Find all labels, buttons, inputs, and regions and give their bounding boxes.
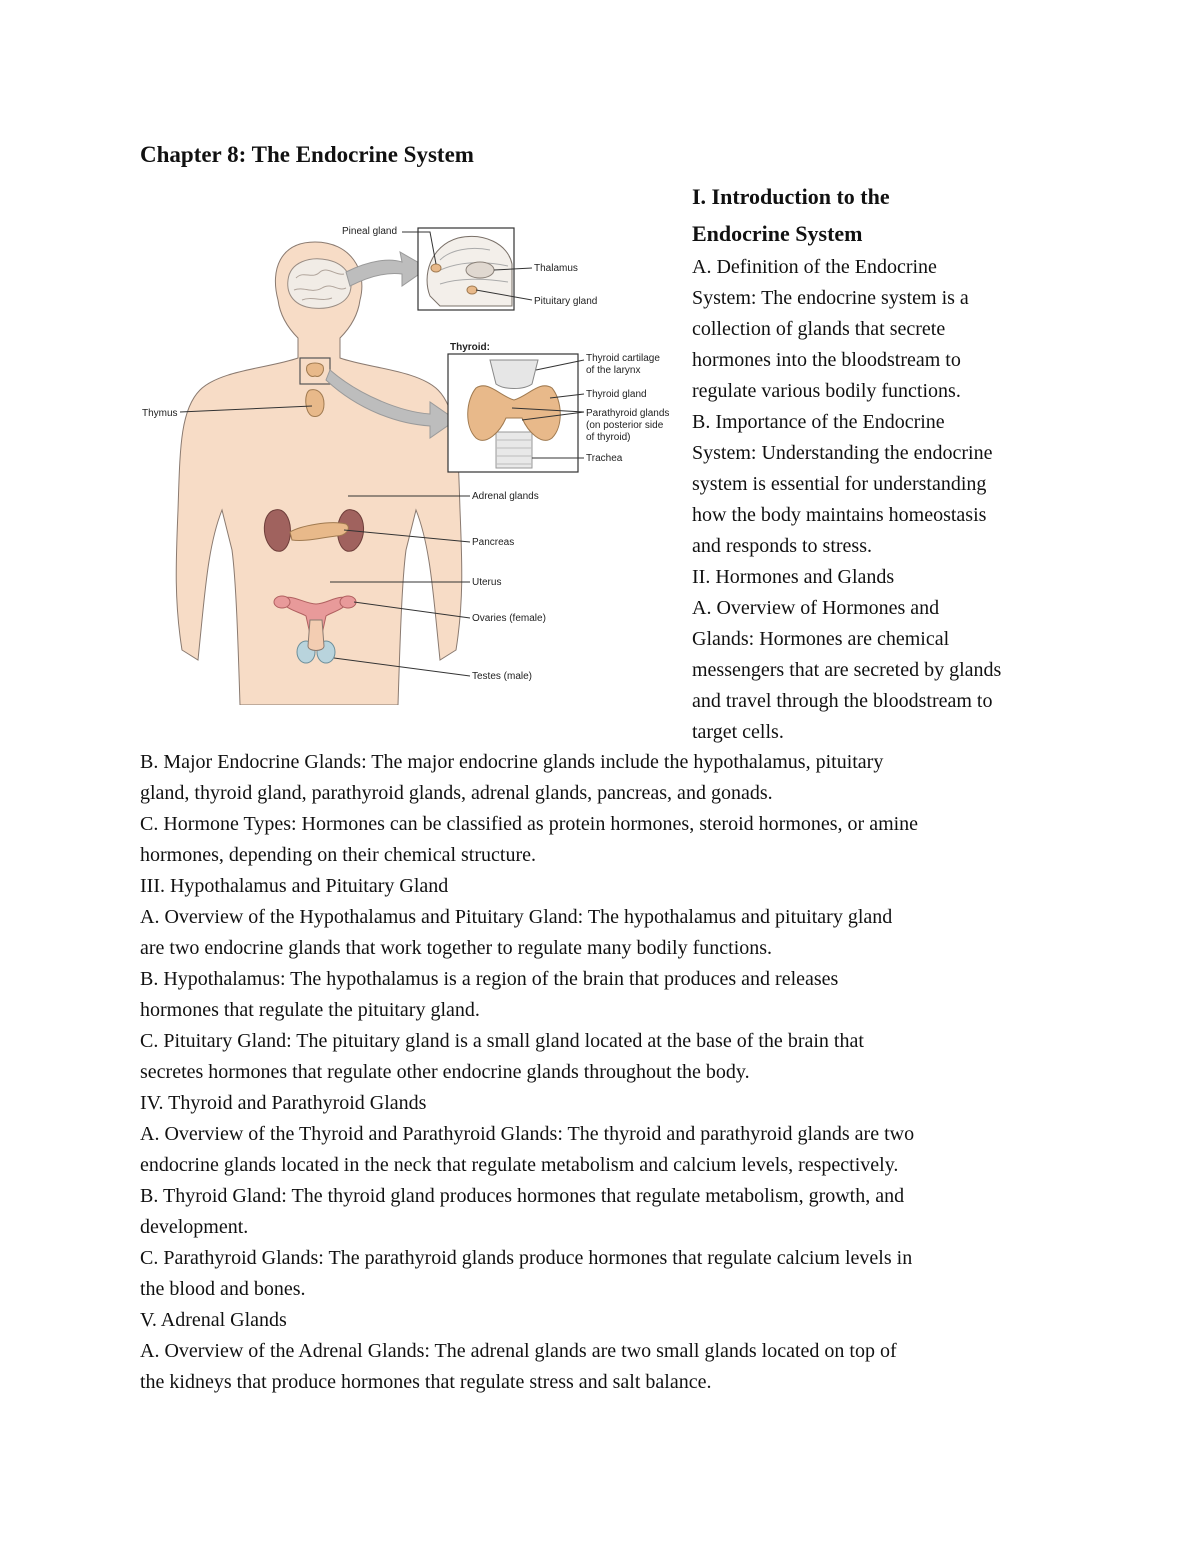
arrow-head-to-brain bbox=[346, 252, 428, 286]
thyroid-small bbox=[307, 363, 324, 376]
text-line: the kidneys that produce hormones that regulate stress and salt balance. bbox=[140, 1371, 712, 1393]
text-line: A. Overview of the Adrenal Glands: The adrenal glands are two small glands located on top of bbox=[140, 1340, 897, 1362]
penis bbox=[308, 620, 324, 651]
brain-inset bbox=[418, 228, 514, 310]
label-thalamus: Thalamus bbox=[534, 263, 578, 274]
label-adrenal-glands: Adrenal glands bbox=[472, 491, 539, 502]
text-line: gland, thyroid gland, parathyroid glands, adrenal glands, pancreas, and gonads. bbox=[140, 782, 773, 804]
text-line: B. Importance of the Endocrine bbox=[692, 411, 945, 433]
ovary-left bbox=[274, 596, 290, 608]
label-thyroid-heading: Thyroid: bbox=[450, 342, 490, 353]
text-line: II. Hormones and Glands bbox=[692, 566, 895, 588]
text-line: System: The endocrine system is a bbox=[692, 287, 969, 309]
text-line: hormones, depending on their chemical structure. bbox=[140, 844, 536, 866]
text-line: B. Thyroid Gland: The thyroid gland produces hormones that regulate metabolism, growth, and bbox=[140, 1185, 905, 1207]
text-line: hormones into the bloodstream to bbox=[692, 349, 961, 371]
label-uterus: Uterus bbox=[472, 577, 502, 588]
thymus-small bbox=[306, 390, 324, 417]
text-line: B. Major Endocrine Glands: The major endocrine glands include the hypothalamus, pituitary bbox=[140, 751, 884, 773]
right-column-lines bbox=[692, 252, 1072, 748]
body-text bbox=[140, 747, 1070, 1398]
text-line: C. Parathyroid Glands: The parathyroid glands produce hormones that regulate calcium levels in bbox=[140, 1247, 913, 1269]
text-line: hormones that regulate the pituitary gland. bbox=[140, 999, 480, 1021]
section-heading-line-1: I. Introduction to the bbox=[692, 184, 890, 209]
section-heading-line-2: Endocrine System bbox=[692, 221, 863, 246]
text-line: collection of glands that secrete bbox=[692, 318, 946, 340]
text-line: how the body maintains homeostasis bbox=[692, 504, 987, 526]
brain bbox=[288, 259, 351, 309]
text-line: III. Hypothalamus and Pituitary Gland bbox=[140, 875, 449, 897]
endocrine-diagram bbox=[140, 220, 685, 705]
text-line: A. Overview of the Thyroid and Parathyroid Glands: The thyroid and parathyroid glands are two bbox=[140, 1123, 915, 1145]
text-line: endocrine glands located in the neck that regulate metabolism and calcium levels, respectively. bbox=[140, 1154, 899, 1176]
label-thyroid-gland: Thyroid gland bbox=[586, 389, 647, 400]
text-line: development. bbox=[140, 1216, 249, 1238]
label-testes: Testes (male) bbox=[472, 671, 533, 682]
label-trachea: Trachea bbox=[586, 453, 623, 464]
label-pineal-gland: Pineal gland bbox=[342, 226, 398, 237]
text-line: C. Hormone Types: Hormones can be classified as protein hormones, steroid hormones, or amine bbox=[140, 813, 919, 835]
text-line: System: Understanding the endocrine bbox=[692, 442, 993, 464]
right-column-text bbox=[692, 178, 1072, 748]
label-pituitary-gland: Pituitary gland bbox=[534, 296, 598, 307]
label-ovaries: Ovaries (female) bbox=[472, 613, 546, 624]
text-line: the blood and bones. bbox=[140, 1278, 306, 1300]
text-line: and travel through the bloodstream to bbox=[692, 690, 993, 712]
text-line: are two endocrine glands that work together to regulate many bodily functions. bbox=[140, 937, 773, 959]
pineal-gland-dot bbox=[431, 264, 441, 272]
text-line: target cells. bbox=[692, 721, 784, 743]
text-line: system is essential for understanding bbox=[692, 473, 987, 495]
text-line: Glands: Hormones are chemical bbox=[692, 628, 950, 650]
page-title: Chapter 8: The Endocrine System bbox=[140, 142, 474, 167]
label-parathyroid-1: Parathyroid glands bbox=[586, 408, 670, 419]
thyroid-cartilage bbox=[490, 360, 538, 389]
label-thymus: Thymus bbox=[142, 408, 178, 419]
text-line: C. Pituitary Gland: The pituitary gland is a small gland located at the base of the brain that bbox=[140, 1030, 864, 1052]
pituitary-gland-dot bbox=[467, 286, 477, 294]
thyroid-inset bbox=[448, 354, 578, 472]
endocrine-figure bbox=[140, 220, 685, 705]
text-line: V. Adrenal Glands bbox=[140, 1309, 287, 1331]
text-line: IV. Thyroid and Parathyroid Glands bbox=[140, 1092, 427, 1114]
label-thyroid-cartilage-1: Thyroid cartilage bbox=[586, 353, 660, 364]
text-line: A. Definition of the Endocrine bbox=[692, 256, 937, 278]
text-line: secretes hormones that regulate other endocrine glands throughout the body. bbox=[140, 1061, 750, 1083]
label-parathyroid-2: (on posterior side bbox=[586, 420, 664, 431]
text-line: A. Overview of the Hypothalamus and Pituitary Gland: The hypothalamus and pituitary gland bbox=[140, 906, 893, 928]
label-parathyroid-3: of thyroid) bbox=[586, 432, 631, 443]
text-line: and responds to stress. bbox=[692, 535, 872, 557]
text-line: messengers that are secreted by glands bbox=[692, 659, 1002, 681]
text-line: regulate various bodily functions. bbox=[692, 380, 961, 402]
trachea bbox=[496, 432, 532, 468]
text-line: A. Overview of Hormones and bbox=[692, 597, 940, 619]
ovary-right bbox=[340, 596, 356, 608]
label-thyroid-cartilage-2: of the larynx bbox=[586, 365, 641, 376]
text-line: B. Hypothalamus: The hypothalamus is a region of the brain that produces and releases bbox=[140, 968, 839, 990]
body-silhouette bbox=[176, 242, 462, 705]
label-pancreas: Pancreas bbox=[472, 537, 515, 548]
thalamus-shape bbox=[466, 262, 494, 278]
